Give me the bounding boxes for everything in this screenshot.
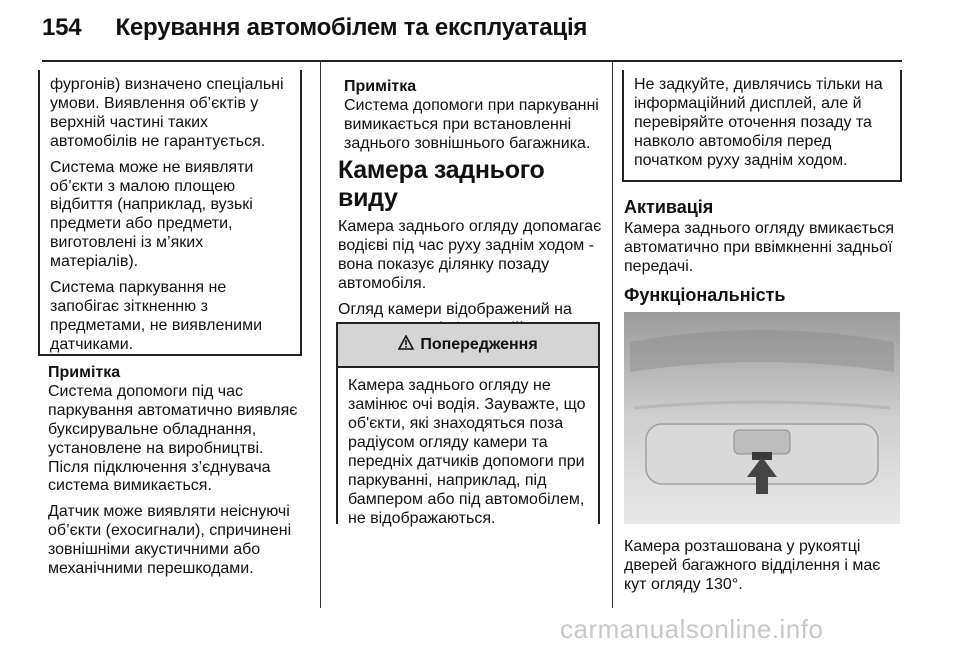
photo-caption: Камера розташована у рукоятці дверей багажного відділення і має кут огляду 130°. [624, 538, 881, 593]
note-title: Примітка [48, 364, 121, 381]
column-divider [612, 62, 613, 608]
functionality-title: Функціональність [624, 285, 786, 305]
functionality-section [624, 284, 902, 308]
section-title: Камера заднього виду [338, 156, 545, 212]
caution-box-continued [38, 70, 302, 356]
paragraph: Камера заднього огляду допомагає водієві під час руху заднім ходом - вона показує ділянку позаду автомобіля. [338, 218, 602, 292]
activation-text: Камера заднього огляду вмикається автоматично при ввімкненні задньої передачі. [624, 220, 894, 275]
photo-caption-block [624, 538, 902, 602]
caution-box-end [622, 70, 902, 182]
note-text: Система допомоги під час паркування автоматично виявляє буксирувальне обладнання, установлене на виробництві. Після підключення з’єднувача система вимикається. [48, 382, 298, 495]
activation-title: Активація [624, 197, 714, 217]
warning-text: Камера заднього огляду не замінює очі водія. Зауважте, що об'єкти, які знаходяться поза радіусом огляду камери та передніх датчиків допомоги при паркуванні, наприклад, під бампером або під автомобілем, не відображаються. [348, 377, 586, 527]
paragraph: Огляд камери відображений на [338, 300, 572, 318]
tailgate-camera-illustration [624, 312, 900, 524]
paragraph: Система може не виявляти об’єкти з малою площею відбиття (наприклад, вузькі предмети або предмети, виготовлені із м’яких матеріалів). [50, 158, 254, 271]
note-title: Примітка [344, 78, 417, 95]
warning-title: Попередження [420, 336, 538, 353]
column-2 [344, 78, 604, 161]
activation-section [624, 196, 902, 284]
paragraph: Датчик може виявляти неіснуючі об’єкти (ехосигнали), спричинені зовнішніми акустичними або механічними перешкодами. [48, 503, 292, 578]
page-title: Керування автомобілем та експлуатація [115, 14, 588, 41]
paragraph: фургонів) визначено спеціальні умови. Виявлення об’єктів у верхній частині таких автомобілів не гарантується. [50, 76, 284, 150]
note-text: Система допомоги при паркуванні вимикається при встановленні заднього зовнішнього багажника. [344, 96, 599, 152]
page-number: 154 [42, 14, 82, 41]
note-block [48, 364, 306, 586]
paragraph: Не задкуйте, дивлячись тільки на інформаційний дисплей, але й перевіряйте оточення позаду та навколо автомобіля перед початком руху заднім ходом. [634, 76, 883, 169]
watermark: carmanualsonline.info [560, 614, 824, 644]
page-header [42, 14, 587, 42]
column-divider [320, 62, 321, 608]
warning-triangle-icon [398, 335, 414, 355]
paragraph: Система паркування не запобігає зіткненню з предметами, не виявленими датчиками. [50, 279, 263, 353]
warning-box [336, 322, 600, 527]
header-rule [42, 60, 902, 62]
warning-header [338, 324, 598, 368]
